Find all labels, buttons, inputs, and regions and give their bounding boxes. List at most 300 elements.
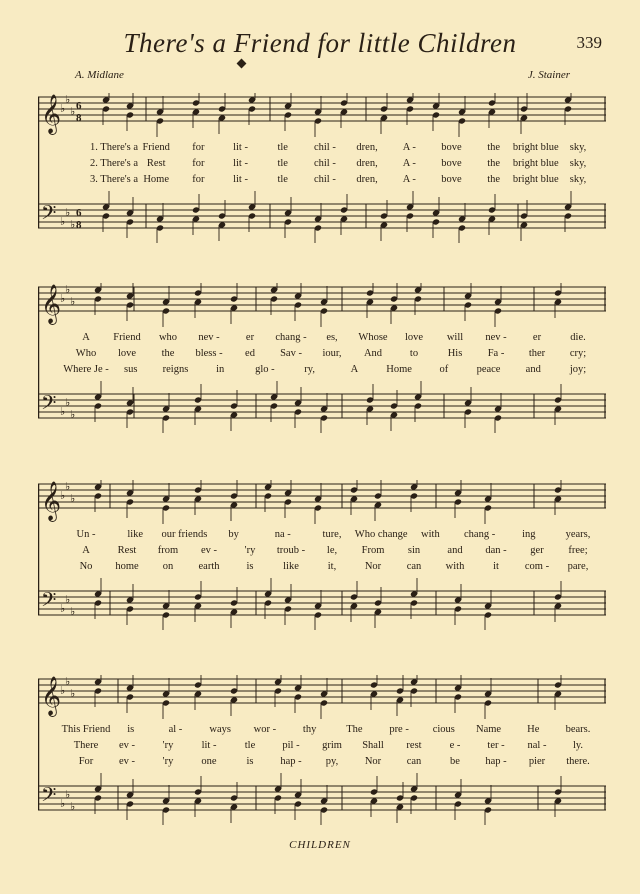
note-chord [294,387,302,428]
lyric-syllable: nev - [485,332,507,343]
lyric-syllable: Rest [146,158,166,169]
lyric-syllable: on [162,561,174,572]
treble-clef-icon: 𝄞 [41,676,62,716]
flat-icon: ♭ [65,480,71,493]
flat-icon: ♭ [65,206,71,219]
note-chord [390,390,398,431]
note-chord [340,93,348,128]
note-chord [410,578,418,619]
lyric-syllable: cry; [569,348,587,359]
lyric-syllable: No [79,561,93,572]
lyric-syllable: with [421,529,440,540]
note-chord [366,283,374,318]
lyric-syllable: tle [277,158,288,169]
note-chord [350,581,358,622]
note-chord [102,93,110,125]
note-chord [126,283,134,321]
lyric-syllable: chil - [313,158,336,169]
lyric-syllable: com - [524,561,550,572]
note-chord [94,283,102,315]
note-chord [126,93,134,131]
note-chord [274,675,282,707]
note-chord [320,286,328,327]
note-chord [320,785,328,825]
lyric-syllable: with [445,561,465,572]
lyric-syllable: to [409,348,419,359]
lyric-line [38,545,606,559]
note-chord [454,675,462,713]
lyric-syllable: Where Je - [63,364,109,375]
note-chord [102,191,110,232]
lyric-syllable: wor - [253,724,277,735]
note-chord [94,773,102,814]
lyric-syllable: pare, [567,561,589,572]
lyric-syllable: lit - [201,740,217,751]
lyric-syllable: A - [402,158,416,169]
note-chord [126,779,134,820]
lyric-line [38,142,606,156]
lyric-syllable: A [82,545,90,556]
ornament-mark [237,59,247,69]
note-chord [464,283,472,321]
note-chord [380,93,388,134]
lyric-syllable: Friend [113,332,141,343]
note-chord [284,93,292,131]
lyric-syllable: His [447,348,463,359]
note-chord [488,93,496,128]
note-chord [554,480,562,515]
flat-icon: ♭ [60,405,66,418]
lyric-syllable: troub - [276,545,306,556]
lyric-syllable: and [447,545,463,556]
lyric-syllable: joy; [569,364,587,375]
lyric-syllable: rest [406,740,422,751]
lyric-syllable: one [201,756,217,767]
note-chord [192,93,200,128]
lyric-syllable: py, [325,756,339,767]
note-chord [374,587,382,628]
lyric-syllable: Sav - [280,348,302,359]
lyric-line [38,332,606,346]
lyric-line [38,529,606,543]
lyric-syllable: 'ry [162,740,174,751]
lyric-syllable: Shall [362,740,384,751]
note-chord [406,93,414,125]
note-chord [484,678,492,719]
note-chord [294,283,302,321]
note-chord [126,197,134,238]
lyric-syllable: chang - [275,332,307,343]
lyric-syllable: tle [277,174,288,185]
lyric-syllable: Who [75,348,97,359]
lyric-syllable: A - [402,174,416,185]
lyric-syllable: 2. There's a [89,158,139,169]
note-chord [274,773,282,814]
lyric-syllable: ev - [118,740,136,751]
lyric-syllable: hap - [485,756,507,767]
lyric-syllable: be [450,756,460,767]
lyric-syllable: ter - [487,740,505,751]
note-chord [314,203,322,243]
lyric-syllable: Home [143,174,170,185]
lyric-syllable: nal - [527,740,547,751]
flat-icon: ♭ [60,797,66,810]
lyric-syllable: it, [327,561,337,572]
lyric-syllable: There [73,740,99,751]
note-chord [194,675,202,710]
lyric-syllable: free; [568,545,588,556]
note-chord [454,779,462,820]
lyric-syllable: al - [168,724,183,735]
flat-icon: ♭ [70,295,76,308]
lyric-syllable: like [283,561,299,572]
lyric-syllable: ly. [572,740,584,751]
lyric-syllable: Fa - [487,348,505,359]
lyric-syllable: for [192,158,205,169]
note-chord [484,590,492,630]
note-chord [370,675,378,710]
treble-clef-icon: 𝄞 [41,284,62,324]
lyric-syllable: for [192,174,205,185]
lyric-syllable: Whose [358,332,388,343]
flat-icon: ♭ [65,675,71,688]
note-chord [484,483,492,524]
lyric-syllable: ther [528,348,546,359]
note-chord [314,483,322,524]
note-chord [520,200,528,241]
lyric-syllable: years, [565,529,591,540]
flat-icon: ♭ [70,218,76,231]
note-chord [554,283,562,318]
lyric-syllable: from [157,545,179,556]
lyric-line [38,174,606,188]
lyric-syllable: chil - [313,174,336,185]
note-chord [554,675,562,710]
note-chord [320,678,328,719]
flat-icon: ♭ [60,292,66,305]
note-chord [192,194,200,235]
note-chord [396,782,404,823]
lyric-syllable: bright blue [512,142,559,153]
lyric-syllable: dren, [356,142,378,153]
note-chord [340,194,348,235]
lyric-syllable: the [487,142,501,153]
note-chord [396,675,404,716]
lyric-syllable: A [350,364,359,375]
note-chord [162,393,170,433]
lyric-syllable: can [406,756,422,767]
lyric-syllable: of [439,364,449,375]
note-chord [194,776,202,817]
note-chord [156,203,164,243]
note-chord [162,678,170,719]
lyric-syllable: 'ry [162,756,174,767]
lyric-syllable: by [228,529,239,540]
note-chord [554,581,562,622]
lyric-syllable: peace [476,364,501,375]
note-chord [414,381,422,422]
lyric-syllable: Home [386,364,412,375]
lyric-syllable: bove [441,174,462,185]
lyric-syllable: iour, [322,348,342,359]
lyric-syllable: is [127,724,135,735]
treble-staff [38,93,606,137]
lyric-syllable: sus [124,364,138,375]
flat-icon: ♭ [70,800,76,813]
lyric-line [38,364,606,378]
note-chord [94,381,102,422]
note-chord [230,283,238,324]
lyric-syllable: lit - [233,142,248,153]
flat-icon: ♭ [65,396,71,409]
lyric-syllable: sky, [569,142,587,153]
lyric-syllable: grim [322,740,342,751]
note-chord [126,480,134,518]
treble-staff [38,283,606,327]
lyric-syllable: ry, [304,364,315,375]
note-chord [126,584,134,625]
lyric-syllable: And [363,348,383,359]
lyric-syllable: there. [566,756,590,767]
lyric-syllable: Name [475,724,502,735]
note-chord [464,387,472,428]
treble-clef-icon: 𝄞 [41,481,62,521]
lyric-syllable: A [82,332,90,343]
lyric-syllable: the [161,348,175,359]
note-chord [284,584,292,625]
lyric-syllable: pre - [389,724,409,735]
lyric-syllable: will [446,332,464,343]
flat-icon: ♭ [70,105,76,118]
lyric-syllable: 3. There's a [89,174,139,185]
note-chord [194,384,202,425]
treble-staff [38,675,606,719]
lyric-syllable: pil - [282,740,300,751]
note-chord [230,390,238,431]
note-chord [230,587,238,628]
lyric-syllable: The [346,724,363,735]
bass-clef-icon: 𝄢 [41,391,57,419]
note-chord [162,785,170,825]
lyric-syllable: bears. [565,724,591,735]
note-chord [284,480,292,518]
lyric-syllable: lit - [233,158,248,169]
note-chord [484,785,492,825]
lyric-syllable: dren, [356,174,378,185]
lyric-syllable: Who change [354,529,408,540]
bass-staff [38,578,606,630]
lyric-syllable: For [78,756,94,767]
note-chord [314,590,322,630]
note-chord [390,283,398,324]
note-chord [248,191,256,232]
lyric-syllable: bright blue [512,174,559,185]
lyric-syllable: dan - [485,545,507,556]
note-chord [194,581,202,622]
lyric-syllable: This Friend [61,724,111,735]
note-chord [410,675,418,707]
flat-icon: ♭ [60,489,66,502]
note-chord [194,283,202,318]
lyric-line [38,740,606,754]
lyric-syllable: in [216,364,225,375]
lyric-syllable: er [532,332,542,343]
lyric-syllable: love [404,332,424,343]
note-chord [284,197,292,238]
note-chord [218,200,226,241]
note-chord [494,393,502,433]
lyric-syllable: nev - [198,332,220,343]
lyric-syllable: bright blue [512,158,559,169]
note-chord [270,283,278,315]
lyric-syllable: is [246,756,254,767]
lyric-line [38,724,606,738]
note-chord [264,578,272,619]
note-chord [458,96,466,137]
page-number: 339 [576,33,602,52]
note-chord [248,93,256,125]
lyric-syllable: ev - [200,545,218,556]
lyric-syllable: Friend [142,142,170,153]
note-chord [156,96,164,137]
time-signature-bottom: 8 [76,112,82,124]
lyric-syllable: love [117,348,137,359]
lyric-syllable: He [527,724,540,735]
bass-clef-icon: 𝄢 [41,783,57,811]
lyricist-credit: A. Midlane [75,69,124,81]
lyric-syllable: who [158,332,178,343]
flat-icon: ♭ [60,102,66,115]
lyric-syllable: 1. There's a [89,142,139,153]
note-chord [366,384,374,425]
lyric-line [38,348,606,362]
note-chord [294,675,302,713]
lyric-line [38,756,606,770]
flat-icon: ♭ [60,684,66,697]
lyric-syllable: thy [302,724,317,735]
page-title: There's a Friend for little Children [123,28,517,58]
lyric-syllable: for [192,142,205,153]
lyric-syllable: reigns [162,364,189,375]
note-chord [270,381,278,422]
note-chord [126,387,134,428]
lyric-syllable: Nor [364,756,382,767]
note-chord [194,480,202,515]
note-chord [370,776,378,817]
flat-icon: ♭ [70,687,76,700]
note-chord [218,93,226,134]
lyric-syllable: ed [245,348,255,359]
note-chord [230,782,238,823]
treble-clef-icon: 𝄞 [41,94,62,134]
note-chord [458,203,466,243]
bass-staff [38,773,606,825]
lyric-syllable: 'ry [244,545,256,556]
note-chord [162,590,170,630]
note-chord [410,480,418,512]
lyric-syllable: bove [441,158,462,169]
lyric-syllable: bless - [195,348,223,359]
composer-credit: J. Stainer [527,69,570,81]
lyric-syllable: the [487,158,501,169]
flat-icon: ♭ [65,593,71,606]
lyric-syllable: tle [244,740,256,751]
note-chord [454,480,462,518]
lyric-syllable: es, [326,332,338,343]
lyric-syllable: dren, [356,158,378,169]
lyric-syllable: earth [198,561,220,572]
lyric-line [38,561,606,575]
note-chord [564,93,572,125]
note-chord [554,776,562,817]
lyric-syllable: it [493,561,499,572]
lyric-syllable: is [246,561,254,572]
lyric-syllable: Un - [76,529,96,540]
note-chord [554,384,562,425]
bass-clef-icon: 𝄢 [41,588,57,616]
flat-icon: ♭ [65,788,71,801]
note-chord [564,191,572,232]
lyric-syllable: Nor [364,561,382,572]
lyric-syllable: lit - [233,174,248,185]
flat-icon: ♭ [60,215,66,228]
lyric-line [38,158,606,172]
flat-icon: ♭ [60,602,66,615]
lyric-syllable: A - [402,142,416,153]
note-chord [414,283,422,315]
note-chord [432,197,440,238]
note-chord [380,200,388,241]
lyric-syllable: chang - [463,529,496,540]
lyric-syllable: Rest [117,545,137,556]
note-chord [494,286,502,327]
note-chord [374,480,382,521]
lyric-syllable: tle [277,142,288,153]
lyric-syllable: ger [530,545,544,556]
lyric-syllable: na - [274,529,291,540]
flat-icon: ♭ [70,408,76,421]
lyric-syllable: our friends [161,529,208,540]
note-chord [162,286,170,327]
time-signature-bottom: 8 [76,219,82,231]
bass-clef-icon: 𝄢 [41,201,57,229]
note-chord [410,773,418,814]
bass-staff [38,191,606,243]
lyric-syllable: hap - [280,756,302,767]
note-chord [162,483,170,524]
flat-icon: ♭ [70,605,76,618]
lyric-syllable: ing [522,529,536,540]
note-chord [230,675,238,716]
bass-staff [38,381,606,433]
flat-icon: ♭ [65,283,71,296]
note-chord [488,194,496,235]
lyric-syllable: chil - [313,142,336,153]
note-chord [314,96,322,137]
lyric-syllable: can [406,561,422,572]
lyric-syllable: ev - [118,756,136,767]
treble-staff [38,480,606,524]
lyric-syllable: home [115,561,139,572]
time-signature-top: 6 [76,100,82,112]
note-chord [94,675,102,707]
lyric-syllable: and [525,364,541,375]
lyric-syllable: From [361,545,385,556]
note-chord [432,93,440,131]
lyric-syllable: le, [326,545,338,556]
note-chord [454,584,462,625]
lyric-syllable: sky, [569,174,587,185]
